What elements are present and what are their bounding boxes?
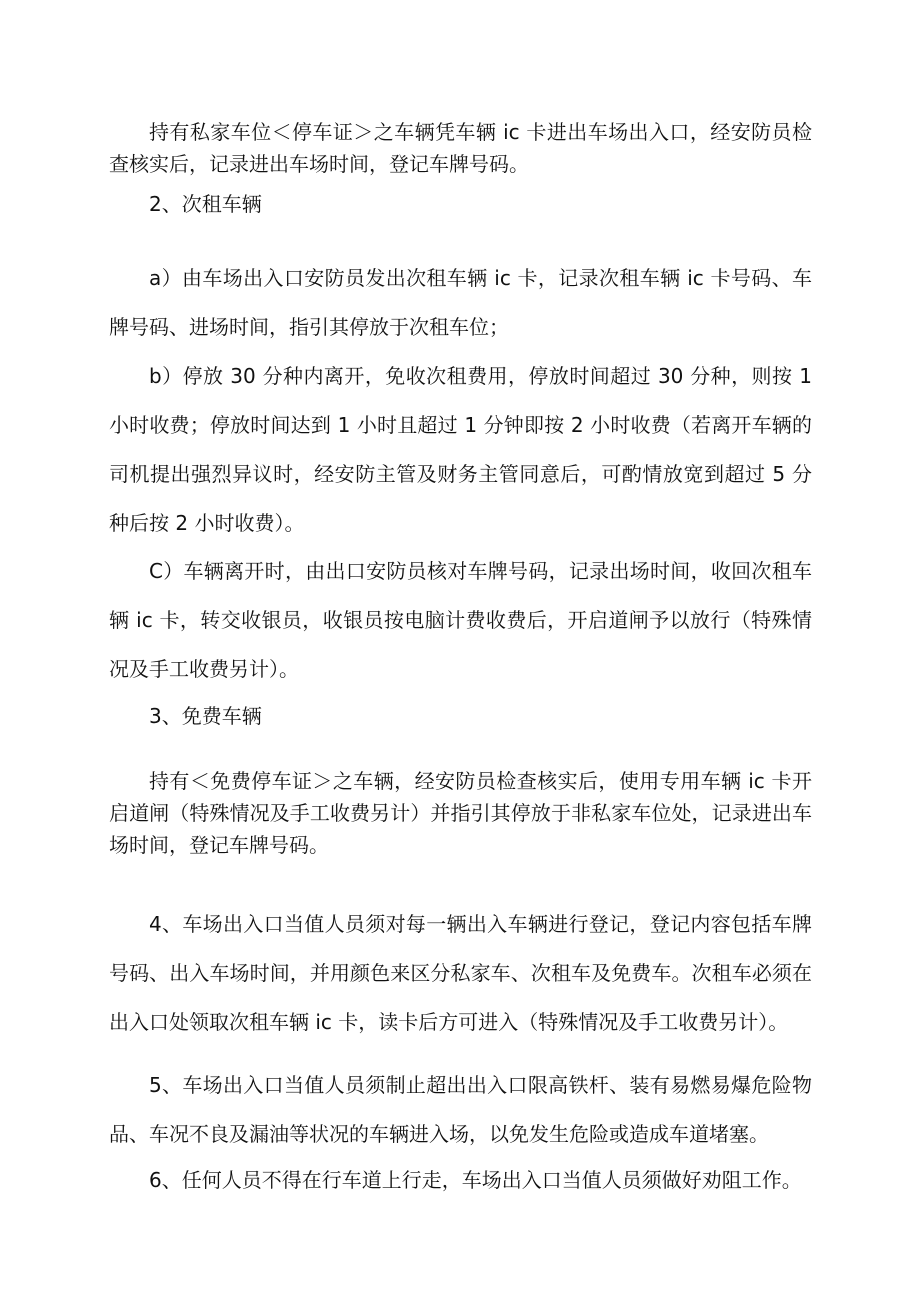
heading-temporary-vehicles: 2、次租车辆 xyxy=(149,192,262,216)
paragraph-private-parking: 持有私家车位＜停车证＞之车辆凭车辆 ic 卡进出车场出入口，经安防员检查核实后，记录进出车场时间，登记车牌号码。 xyxy=(109,120,812,176)
paragraph-temporary-c: C）车辆离开时，由出口安防员核对车牌号码，记录出场时间，收回次租车辆 ic 卡，转交收银员，收银员按电脑计费收费后，开启道闸予以放行（特殊情况及手工收费另计）。 xyxy=(109,559,812,681)
paragraph-free-vehicles: 持有＜免费停车证＞之车辆，经安防员检查核实后，使用专用车辆 ic 卡开启道闸（特殊情况及手工收费另计）并指引其停放于非私家车位处，记录进出车场时间，登记车牌号码。 xyxy=(109,769,812,857)
paragraph-rule-5: 5、车场出入口当值人员须制止超出出入口限高铁杆、装有易燃易爆危险物品、车况不良及漏油等状况的车辆进入场，以免发生危险或造成车道堵塞。 xyxy=(109,1073,812,1146)
heading-free-vehicles: 3、免费车辆 xyxy=(149,704,262,728)
paragraph-rule-4: 4、车场出入口当值人员须对每一辆出入车辆进行登记，登记内容包括车牌号码、出入车场时间，并用颜色来区分私家车、次租车及免费车。次租车必须在出入口处领取次租车辆 ic 卡，读卡后方可进入（特殊情况及手工收费另计）。 xyxy=(109,912,812,1034)
paragraph-temporary-a: a）由车场出入口安防员发出次租车辆 ic 卡，记录次租车辆 ic 卡号码、车牌号码、进场时间，指引其停放于次租车位； xyxy=(109,266,812,339)
paragraph-temporary-b: b）停放 30 分种内离开，免收次租费用，停放时间超过 30 分种，则按 1 小时收费；停放时间达到 1 小时且超过 1 分钟即按 2 小时收费（若离开车辆的司机提出强烈异议时，经安防主管及财务主管同意后，可酌情放宽到超过 5 分种后按 2 小时收费）。 xyxy=(109,364,812,535)
paragraph-rule-6: 6、任何人员不得在行车道上行走，车场出入口当值人员须做好劝阻工作。 xyxy=(149,1168,802,1192)
